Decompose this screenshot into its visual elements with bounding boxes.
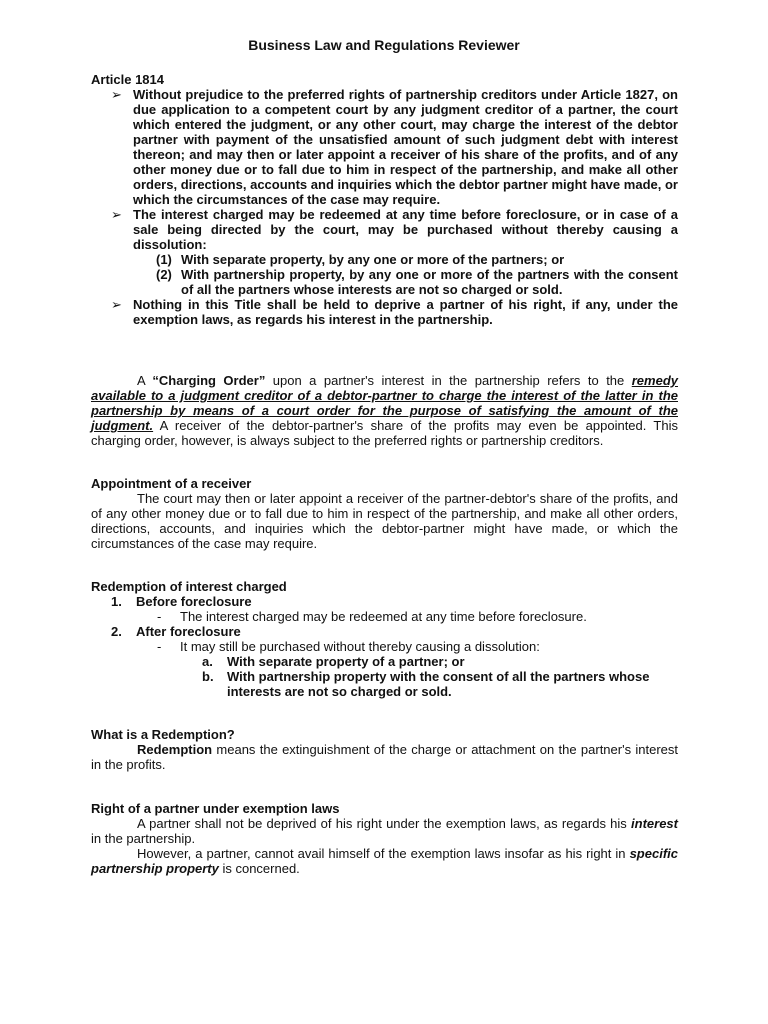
dash-bullet: - [157, 639, 162, 654]
article-bullet [91, 297, 678, 327]
bullet-text: Without prejudice to the preferred rights of partnership creditors under Article 1827, on due application to a competent court by any judgment creditor of a partner, the court which entered the judgment, or any other court, may charge the interest of the debtor partner with payment of the unsatisfied amount of such judgment debt with interest thereon; and may then or later appoint a receiver of his share of the profits, and of any other money due or to fall due to him in respect of the partnership, and make all other orders, directions, accounts and inquiries which the debtor partner might have made, or which the circumstances of the case may require. [133, 87, 678, 207]
sub-list-item [91, 669, 678, 699]
sub-item-text: With separate property, by any one or more of the partners; or [181, 252, 565, 267]
list-detail [91, 639, 678, 654]
sub-item [91, 267, 678, 297]
list-item-label: Before foreclosure [136, 594, 252, 609]
sub-list-letter: b. [202, 669, 214, 684]
article-bullet [91, 87, 678, 207]
sub-item-number: (2) [156, 267, 172, 282]
paragraph-text: upon a partner's interest in the partnership refers to the [265, 373, 632, 388]
article-section [91, 72, 678, 327]
sub-list-item [91, 654, 678, 669]
paragraph-text: A [137, 373, 153, 388]
paragraph-text: means the extinguishment of the charge or attachment on the partner's interest in the profits. [91, 742, 678, 772]
list-item [91, 624, 678, 639]
sub-item-text: With partnership property, by any one or more of the partners with the consent of all the partners whose interests are not so charged or sold. [181, 267, 678, 297]
paragraph-text: A receiver of the debtor-partner's share of the profits may even be appointed. This charging order, however, is always subject to the preferred rights or partnership creditors. [91, 418, 678, 448]
list-detail-text: The interest charged may be redeemed at any time before foreclosure. [180, 609, 587, 624]
section-heading: Appointment of a receiver [91, 476, 252, 491]
article-bullet [91, 207, 678, 252]
section-body [91, 846, 678, 876]
sub-item-number: (1) [156, 252, 172, 267]
redemption-section [91, 579, 678, 699]
bullet-text: Nothing in this Title shall be held to deprive a partner of his right, if any, under the exemption laws, as regards his interest in the partnership. [133, 297, 678, 327]
exemption-section [91, 801, 678, 876]
list-item [91, 594, 678, 609]
sub-list-letter: a. [202, 654, 213, 669]
list-item-label: After foreclosure [136, 624, 241, 639]
section-heading: Right of a partner under exemption laws [91, 801, 340, 816]
arrow-bullet-icon: ➢ [111, 207, 122, 222]
specific-property-term: specific partnership property [91, 846, 678, 876]
interest-term: interest [631, 816, 678, 831]
section-heading: What is a Redemption? [91, 727, 235, 742]
paragraph-text: is concerned. [218, 861, 300, 876]
section-body [91, 816, 678, 846]
charging-order-paragraph [91, 373, 678, 448]
arrow-bullet-icon: ➢ [111, 87, 122, 102]
sub-list-text: With separate property of a partner; or [227, 654, 465, 669]
redemption-term: Redemption [137, 742, 213, 757]
list-detail-text: It may still be purchased without thereby causing a dissolution: [180, 639, 540, 654]
paragraph-text: in the partnership. [91, 831, 196, 846]
sub-list-text: With partnership property with the consent of all the partners whose interests are not so charged or sold. [227, 669, 650, 699]
list-number: 2. [111, 624, 122, 639]
section-body: The court may then or later appoint a receiver of the partner-debtor's share of the profits, and of any other money due or to fall due to him in respect of the partnership, and make all other orders, directions, accounts, and inquiries which the debtor-partner might have made, or which the circumstances of the case may require. [91, 491, 678, 551]
list-number: 1. [111, 594, 122, 609]
section-heading: Redemption of interest charged [91, 579, 287, 594]
bullet-text: The interest charged may be redeemed at any time before foreclosure, or in case of a sale being directed by the court, may be purchased without thereby causing a dissolution: [133, 207, 678, 252]
receiver-section [91, 476, 678, 551]
section-body [91, 742, 678, 772]
what-is-redemption-section [91, 727, 678, 772]
charging-order-definition: remedy available to a judgment creditor of a debtor-partner to charge the interest of the latter in the partnership by means of a court order for the purpose of satisfying the amount of the judgment. [91, 373, 678, 433]
document-title: Business Law and Regulations Reviewer [248, 37, 520, 53]
charging-order-term: “Charging Order” [152, 373, 266, 388]
article-heading: Article 1814 [91, 72, 164, 87]
dash-bullet: - [157, 609, 162, 624]
arrow-bullet-icon: ➢ [111, 297, 122, 312]
paragraph-text: A partner shall not be deprived of his right under the exemption laws, as regards his [137, 816, 632, 831]
sub-item [91, 252, 678, 267]
paragraph-text: However, a partner, cannot avail himself of the exemption laws insofar as his right in [137, 846, 630, 861]
list-detail [91, 609, 678, 624]
